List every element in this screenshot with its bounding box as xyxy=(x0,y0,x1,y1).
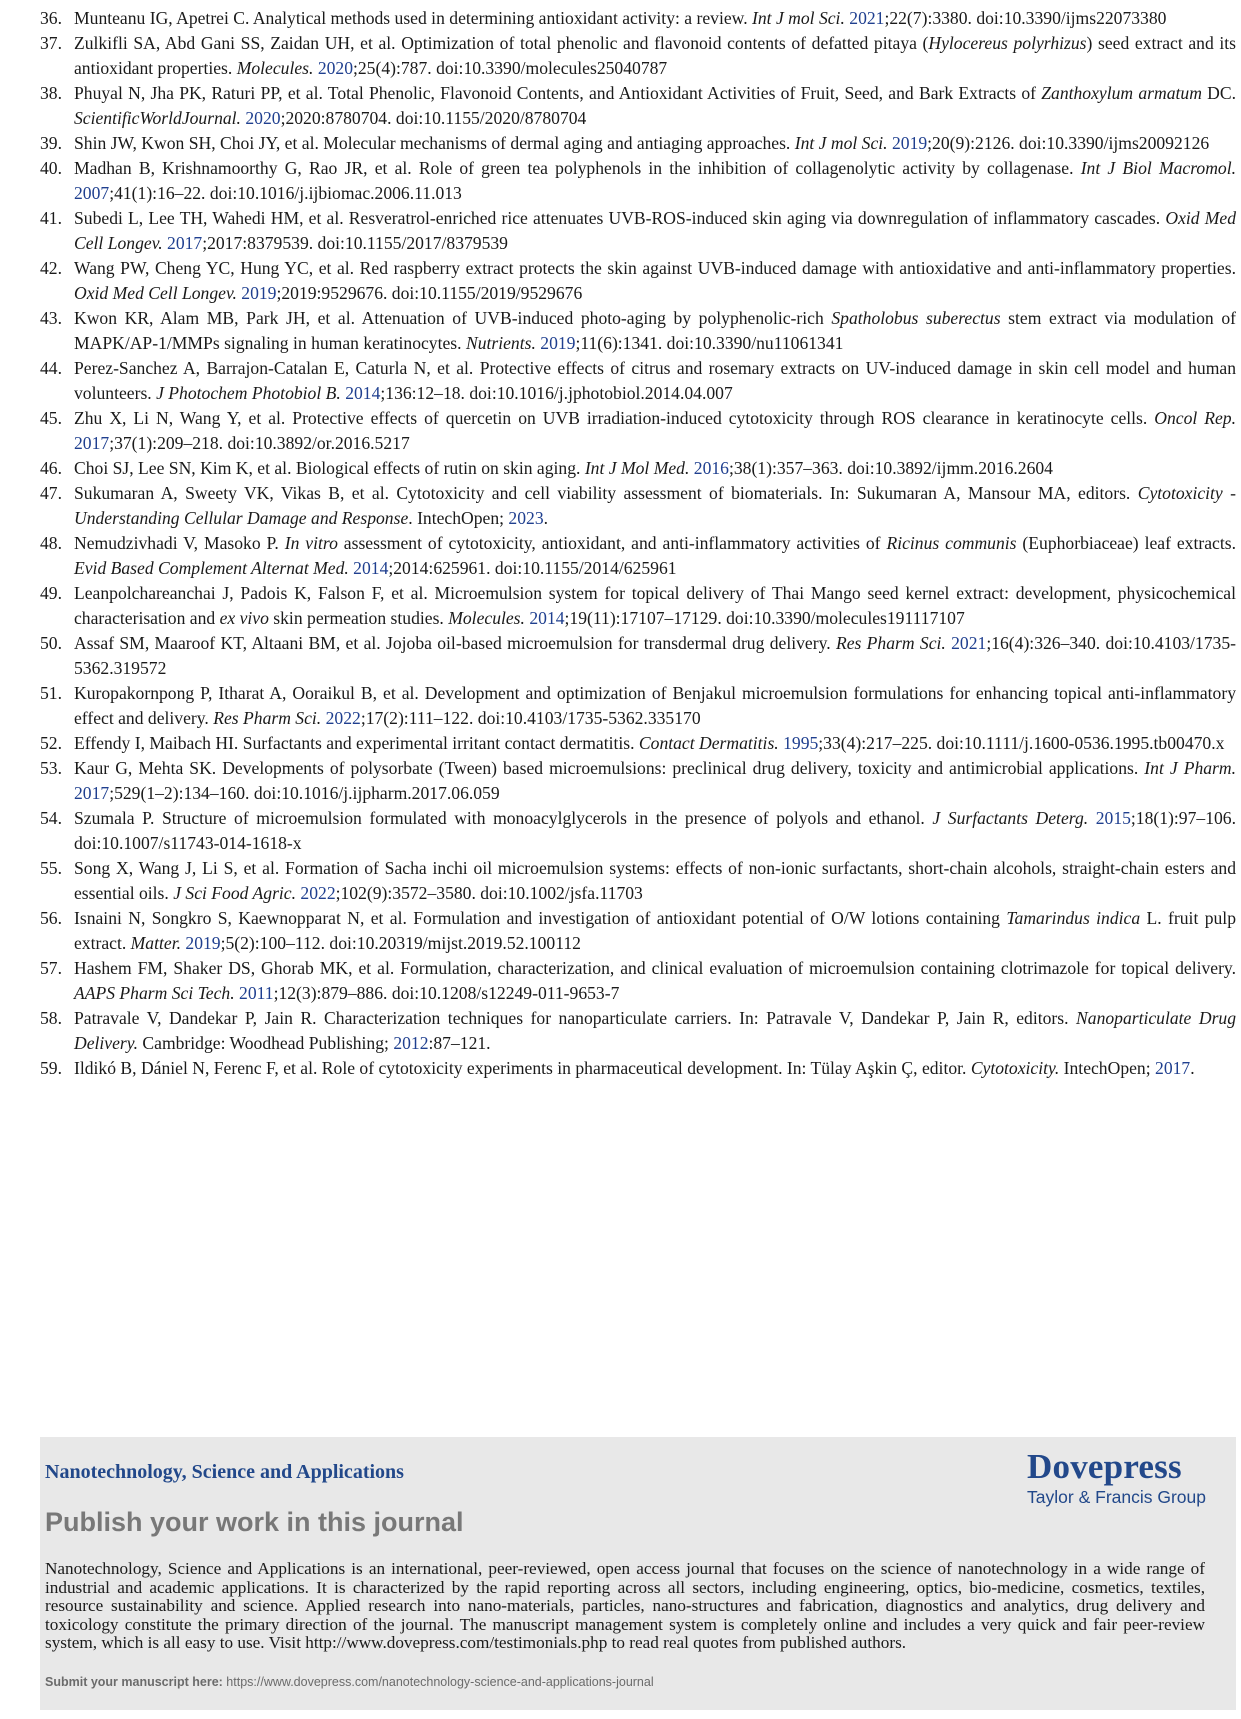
reference-text: ;18(1):97–106. doi:10.1007/s11743-014-1618-x xyxy=(74,808,1236,853)
submit-label: Submit your manuscript here: xyxy=(45,1675,223,1689)
reference-italic: Oncol Rep. xyxy=(1154,408,1236,428)
submit-manuscript-line xyxy=(45,1675,654,1689)
reference-text: Zulkifli SA, Abd Gani SS, Zaidan UH, et al. Optimization of total phenolic and flavonoid contents of defatted pitaya ( xyxy=(74,33,929,53)
reference-text: . IntechOpen; xyxy=(408,508,509,528)
journal-description: Nanotechnology, Science and Applications is an international, peer-reviewed, open access journal that focuses on the science of nanotechnology in a wide range of industrial and academic applications. It is characterized by the rapid reporting across all sectors, including engineering, optics, bio-medicine, cosmetics, textiles, resource sustainability and science. Applied research into nano-materials, particles, nano-structures and fabrication, diagnostics and analytics, drug delivery and toxicology constitute the primary direction of the journal. The manuscript management system is completely online and includes a very quick and fair peer-review system, which is all easy to use. Visit http://www.dovepress.com/testimonials.php to read real quotes from published authors. xyxy=(45,1559,1205,1653)
reference-year-link[interactable]: 2019 xyxy=(185,933,221,953)
reference-item xyxy=(40,1056,1236,1081)
reference-number: 42. xyxy=(40,258,62,278)
reference-item xyxy=(40,856,1236,906)
reference-text: ;17(2):111–122. doi:10.4103/1735-5362.335170 xyxy=(360,708,701,728)
reference-item xyxy=(40,631,1236,681)
reference-year-link[interactable]: 2019 xyxy=(891,133,928,153)
reference-year-link[interactable]: 2022 xyxy=(300,883,336,903)
reference-text: Munteanu IG, Apetrei C. Analytical methods used in determining antioxidant activity: a review. xyxy=(74,8,753,28)
reference-italic: Nutrients. xyxy=(465,333,536,353)
reference-italic: Matter. xyxy=(130,933,181,953)
reference-text: Kaur G, Mehta SK. Developments of polysorbate (Tween) based microemulsions: preclinical drug delivery, toxicity and antimicrobial applications. xyxy=(74,758,1145,778)
reference-number: 53. xyxy=(40,758,62,778)
reference-item xyxy=(40,756,1236,806)
reference-year-link[interactable]: 2014 xyxy=(345,383,381,403)
reference-text: Zhu X, Li N, Wang Y, et al. Protective effects of quercetin on UVB irradiation-induced cytotoxicity through ROS clearance in keratinocyte cells. xyxy=(74,408,1155,428)
reference-text: ;19(11):17107–17129. doi:10.3390/molecules191117107 xyxy=(564,608,965,628)
reference-italic: In vitro xyxy=(284,533,338,553)
reference-item xyxy=(40,206,1236,256)
reference-text: ) seed extract and its antioxidant properties. xyxy=(74,33,1236,78)
reference-text: Sukumaran A, Sweety VK, Vikas B, et al. Cytotoxicity and cell viability assessment of biomaterials. In: Sukumaran A, Mansour MA, editors. xyxy=(74,483,1138,503)
reference-text: Assaf SM, Maaroof KT, Altaani BM, et al. Jojoba oil-based microemulsion for transdermal drug delivery. xyxy=(74,633,836,653)
reference-italic: Molecules. xyxy=(448,608,525,628)
reference-item xyxy=(40,956,1236,1006)
reference-italic: Ricinus communis xyxy=(886,533,1017,553)
reference-item xyxy=(40,131,1236,156)
reference-italic: Oxid Med Cell Longev. xyxy=(74,208,1236,253)
reference-text: L. fruit pulp extract. xyxy=(74,908,1236,953)
reference-text: DC. xyxy=(1201,83,1236,103)
reference-italic: Res Pharm Sci. xyxy=(835,633,946,653)
reference-number: 43. xyxy=(40,308,62,328)
reference-number: 41. xyxy=(40,208,62,228)
reference-item xyxy=(40,531,1236,581)
reference-year-link[interactable]: 2017 xyxy=(74,433,110,453)
reference-text: ;2014:625961. doi:10.1155/2014/625961 xyxy=(388,558,677,578)
reference-item xyxy=(40,256,1236,306)
reference-italic: Int J Biol Macromol. xyxy=(1080,158,1236,178)
reference-year-link[interactable]: 2023 xyxy=(508,508,544,528)
reference-item xyxy=(40,356,1236,406)
reference-year-link[interactable]: 2019 xyxy=(241,283,277,303)
reference-text: ;22(7):3380. doi:10.3390/ijms22073380 xyxy=(884,8,1167,28)
reference-italic: ex vivo xyxy=(219,608,269,628)
reference-number: 47. xyxy=(40,483,62,503)
reference-italic: Zanthoxylum armatum xyxy=(1041,83,1202,103)
reference-text: IntechOpen; xyxy=(1059,1058,1156,1078)
reference-text: Kwon KR, Alam MB, Park JH, et al. Attenuation of UVB-induced photo-aging by polyphenolic-rich xyxy=(74,308,832,328)
reference-number: 55. xyxy=(40,858,62,878)
reference-year-link[interactable]: 2020 xyxy=(245,108,281,128)
reference-item xyxy=(40,1006,1236,1056)
reference-text: ;102(9):3572–3580. doi:10.1002/jsfa.11703 xyxy=(335,883,643,903)
reference-text: Nemudzivhadi V, Masoko P. xyxy=(74,533,285,553)
reference-text: ;38(1):357–363. doi:10.3892/ijmm.2016.2604 xyxy=(728,458,1053,478)
reference-text: Leanpolchareanchai J, Padois K, Falson F, et al. Microemulsion system for topical delivery of Thai Mango seed kernel extract: development, physicochemical characterisation and xyxy=(74,583,1236,628)
reference-number: 49. xyxy=(40,583,62,603)
reference-number: 38. xyxy=(40,83,62,103)
reference-year-link[interactable]: 2020 xyxy=(317,58,353,78)
reference-text: Shin JW, Kwon SH, Choi JY, et al. Molecular mechanisms of dermal aging and antiaging approaches. xyxy=(74,133,795,153)
reference-year-link[interactable]: 2007 xyxy=(74,183,110,203)
reference-text: Wang PW, Cheng YC, Hung YC, et al. Red raspberry extract protects the skin against UVB-induced damage with antioxidative and anti-inflammatory properties. xyxy=(74,258,1236,278)
reference-text: assessment of cytotoxicity, antioxidant, and anti-inflammatory activities of xyxy=(337,533,887,553)
reference-number: 59. xyxy=(40,1058,62,1078)
dovepress-logo: Dovepress xyxy=(1027,1447,1182,1486)
reference-text: Isnaini N, Songkro S, Kaewnopparat N, et al. Formulation and investigation of antioxidant potential of O/W lotions containing xyxy=(74,908,1007,928)
reference-italic: Molecules. xyxy=(236,58,314,78)
reference-text: ;25(4):787. doi:10.3390/molecules25040787 xyxy=(353,58,668,78)
reference-italic: J Sci Food Agric. xyxy=(173,883,297,903)
reference-year-link[interactable]: 2014 xyxy=(529,608,565,628)
reference-number: 37. xyxy=(40,33,62,53)
reference-text: :87–121. xyxy=(428,1033,491,1053)
reference-number: 36. xyxy=(40,8,62,28)
reference-text: ;529(1–2):134–160. doi:10.1016/j.ijpharm.2017.06.059 xyxy=(109,783,500,803)
reference-year-link[interactable]: 2017 xyxy=(74,783,110,803)
reference-number: 50. xyxy=(40,633,62,653)
reference-item xyxy=(40,6,1236,31)
reference-text: Subedi L, Lee TH, Wahedi HM, et al. Resveratrol-enriched rice attenuates UVB-ROS-induced skin aging via downregulation of inflammatory cascades. xyxy=(74,208,1166,228)
reference-text: Madhan B, Krishnamoorthy G, Rao JR, et al. Role of green tea polyphenols in the inhibition of collagenolytic activity by collagenase. xyxy=(74,158,1081,178)
reference-number: 57. xyxy=(40,958,62,978)
reference-item xyxy=(40,31,1236,81)
reference-text: Choi SJ, Lee SN, Kim K, et al. Biological effects of rutin on skin aging. xyxy=(74,458,585,478)
reference-italic: Hylocereus polyrhizus xyxy=(928,33,1087,53)
reference-text: ;2017:8379539. doi:10.1155/2017/8379539 xyxy=(202,233,508,253)
reference-item xyxy=(40,456,1236,481)
reference-year-link[interactable]: 2011 xyxy=(239,983,274,1003)
reference-number: 52. xyxy=(40,733,62,753)
reference-text: ;12(3):879–886. doi:10.1208/s12249-011-9653-7 xyxy=(273,983,620,1003)
reference-year-link[interactable]: 2014 xyxy=(353,558,389,578)
reference-italic: Nanoparticulate Drug Delivery. xyxy=(74,1008,1237,1053)
reference-year-link[interactable]: 2017 xyxy=(167,233,203,253)
journal-name[interactable]: Nanotechnology, Science and Applications xyxy=(45,1461,404,1483)
reference-text: ;37(1):209–218. doi:10.3892/or.2016.5217 xyxy=(109,433,410,453)
reference-year-link[interactable]: 2021 xyxy=(951,633,987,653)
publish-heading: Publish your work in this journal xyxy=(45,1507,464,1537)
reference-item xyxy=(40,156,1236,206)
reference-item xyxy=(40,731,1236,756)
reference-year-link[interactable]: 2012 xyxy=(393,1033,429,1053)
reference-text: Ildikó B, Dániel N, Ferenc F, et al. Role of cytotoxicity experiments in pharmaceutical development. In: Tülay Aşkin Ç, editor. xyxy=(74,1058,971,1078)
reference-text: Hashem FM, Shaker DS, Ghorab MK, et al. Formulation, characterization, and clinical evaluation of microemulsion containing clotrimazole for topical delivery. xyxy=(74,958,1236,978)
reference-number: 46. xyxy=(40,458,62,478)
reference-item xyxy=(40,481,1236,531)
reference-year-link[interactable]: 2021 xyxy=(849,8,885,28)
reference-item xyxy=(40,81,1236,131)
reference-italic: Res Pharm Sci. xyxy=(213,708,322,728)
reference-text: ;2020:8780704. doi:10.1155/2020/8780704 xyxy=(280,108,587,128)
reference-text: ;136:12–18. doi:10.1016/j.jphotobiol.2014.04.007 xyxy=(380,383,733,403)
reference-item xyxy=(40,806,1236,856)
journal-footer xyxy=(40,1437,1236,1710)
reference-italic: AAPS Pharm Sci Tech. xyxy=(74,983,235,1003)
reference-year-link[interactable]: 2016 xyxy=(693,458,729,478)
reference-italic: Evid Based Complement Alternat Med. xyxy=(74,558,349,578)
reference-item xyxy=(40,906,1236,956)
reference-italic: Tamarindus indica xyxy=(1006,908,1141,928)
reference-text: ;41(1):16–22. doi:10.1016/j.ijbiomac.2006.11.013 xyxy=(109,183,462,203)
publisher-group: Taylor & Francis Group xyxy=(1027,1487,1206,1507)
reference-item xyxy=(40,406,1236,456)
reference-text: Szumala P. Structure of microemulsion formulated with monoacylglycerols in the presence of polyols and ethanol. xyxy=(74,808,933,828)
reference-item xyxy=(40,581,1236,631)
reference-text: Patravale V, Dandekar P, Jain R. Characterization techniques for nanoparticulate carriers. In: Patravale V, Dandekar P, Jain R, editors. xyxy=(74,1008,1077,1028)
reference-item xyxy=(40,681,1236,731)
reference-text: stem extract via modulation of MAPK/AP-1/MMPs signaling in human keratinocytes. xyxy=(74,308,1236,353)
reference-text: Phuyal N, Jha PK, Raturi PP, et al. Total Phenolic, Flavonoid Contents, and Antioxidant Activities of Fruit, Seed, and Bark Extracts of xyxy=(74,83,1042,103)
reference-number: 39. xyxy=(40,133,62,153)
reference-number: 58. xyxy=(40,1008,62,1028)
reference-number: 51. xyxy=(40,683,62,703)
reference-year-link[interactable]: 1995 xyxy=(783,733,819,753)
reference-text: . xyxy=(543,508,549,528)
reference-text: Cambridge: Woodhead Publishing; xyxy=(138,1033,394,1053)
reference-year-link[interactable]: 2019 xyxy=(540,333,576,353)
reference-italic: Cytotoxicity - Understanding Cellular Damage and Response xyxy=(74,483,1237,528)
reference-number: 48. xyxy=(40,533,62,553)
reference-italic: Contact Dermatitis. xyxy=(638,733,779,753)
reference-number: 40. xyxy=(40,158,62,178)
reference-italic: Int J Pharm. xyxy=(1144,758,1236,778)
reference-italic: Spatholobus suberectus xyxy=(831,308,1001,328)
reference-text: skin permeation studies. xyxy=(268,608,449,628)
reference-italic: Int J Mol Med. xyxy=(584,458,690,478)
reference-number: 56. xyxy=(40,908,62,928)
reference-italic: Int J mol Sci. xyxy=(752,8,845,28)
reference-text: ;2019:9529676. doi:10.1155/2019/9529676 xyxy=(276,283,583,303)
reference-year-link[interactable]: 2022 xyxy=(325,708,361,728)
reference-text: ;5(2):100–112. doi:10.20319/mijst.2019.52.100112 xyxy=(220,933,581,953)
reference-item xyxy=(40,306,1236,356)
reference-text: Kuropakornpong P, Itharat A, Ooraikul B, et al. Development and optimization of Benjakul microemulsion formulations for enhancing topical anti-inflammatory effect and delivery. xyxy=(74,683,1236,728)
reference-year-link[interactable]: 2017 xyxy=(1155,1058,1191,1078)
submit-link[interactable]: https://www.dovepress.com/nanotechnology-science-and-applications-journal xyxy=(226,1675,654,1689)
reference-number: 44. xyxy=(40,358,62,378)
reference-text: Effendy I, Maibach HI. Surfactants and experimental irritant contact dermatitis. xyxy=(74,733,639,753)
reference-text: ;33(4):217–225. doi:10.1111/j.1600-0536.1995.tb00470.x xyxy=(818,733,1225,753)
publisher-brand[interactable] xyxy=(1027,1447,1206,1508)
reference-text: ;16(4):326–340. doi:10.4103/1735-5362.319572 xyxy=(74,633,1236,678)
reference-text: . xyxy=(1190,1058,1195,1078)
reference-italic: ScientificWorldJournal. xyxy=(74,108,241,128)
reference-text: ;20(9):2126. doi:10.3390/ijms20092126 xyxy=(927,133,1210,153)
reference-number: 45. xyxy=(40,408,62,428)
reference-italic: J Photochem Photobiol B. xyxy=(156,383,341,403)
reference-text: Perez-Sanchez A, Barrajon-Catalan E, Caturla N, et al. Protective effects of citrus and rosemary extracts on UV-induced damage in skin cell model and human volunteers. xyxy=(74,358,1236,403)
reference-year-link[interactable]: 2015 xyxy=(1095,808,1131,828)
reference-italic: Oxid Med Cell Longev. xyxy=(74,283,237,303)
reference-number: 54. xyxy=(40,808,62,828)
reference-text: (Euphorbiaceae) leaf extracts. xyxy=(1016,533,1236,553)
reference-text xyxy=(1088,808,1096,828)
reference-italic: J Surfactants Deterg. xyxy=(932,808,1089,828)
reference-text: Song X, Wang J, Li S, et al. Formation of Sacha inchi oil microemulsion systems: effects of non-ionic surfactants, short-chain alcohols, straight-chain esters and essential oils. xyxy=(74,858,1236,903)
reference-list xyxy=(40,6,1236,1081)
reference-italic: Cytotoxicity. xyxy=(970,1058,1060,1078)
reference-italic: Int J mol Sci. xyxy=(794,133,888,153)
reference-text: ;11(6):1341. doi:10.3390/nu11061341 xyxy=(575,333,844,353)
